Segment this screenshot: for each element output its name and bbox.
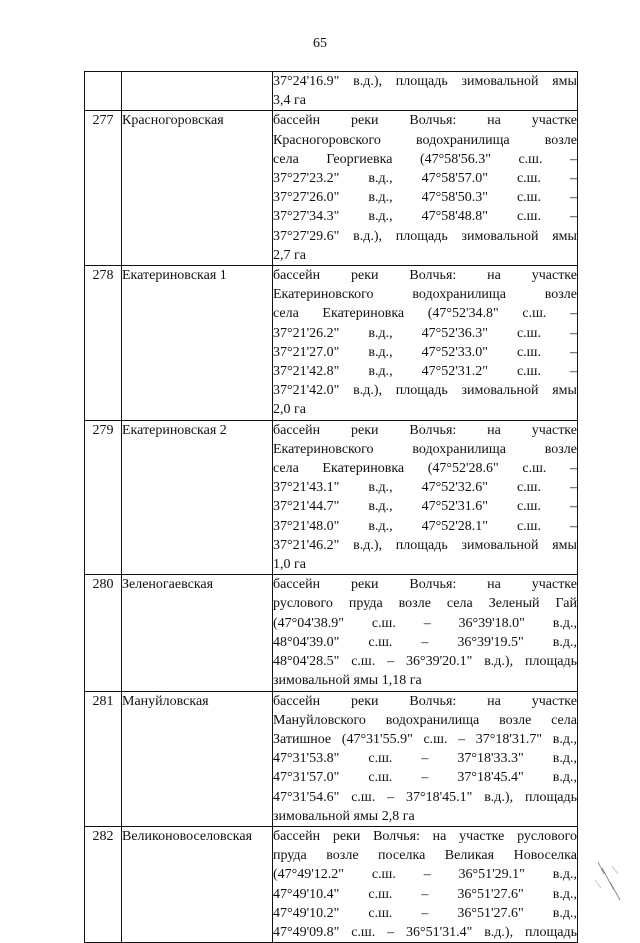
description-word: с.ш.: [351, 654, 376, 670]
description-word: –: [569, 306, 577, 322]
description-word: в.д.,: [552, 751, 577, 767]
description-word: участке: [531, 268, 577, 284]
description-word: в.д.),: [353, 74, 382, 89]
description-word: пруда: [348, 596, 383, 612]
description-line: [273, 304, 577, 323]
description-line: [273, 131, 577, 150]
description-word: на: [432, 828, 447, 844]
description-word: 37°21'46.2": [273, 537, 340, 553]
description-word: села: [273, 461, 299, 477]
description-word: 37°21'27.0": [273, 344, 340, 360]
description-word: в.д.,: [552, 731, 577, 747]
table-row: [85, 111, 578, 266]
description-word: (47°31'55.9": [341, 731, 413, 747]
description-line: [273, 440, 577, 459]
description-word: с.ш.: [351, 924, 376, 940]
description-line: [273, 575, 577, 594]
description-word: –: [569, 499, 577, 515]
description-word: в.д.,: [368, 344, 393, 360]
description-word: 47°58'57.0": [421, 171, 488, 187]
description-word: в.д.),: [484, 924, 514, 940]
description-word: зимовальной ямы 2,8 га: [273, 808, 415, 824]
area-description: [273, 826, 578, 942]
description-word: реки: [351, 113, 379, 129]
description-line: [273, 614, 577, 633]
description-word: возле: [544, 287, 577, 303]
description-word: Новоселка: [513, 848, 577, 864]
area-name: Великоновоселовская: [122, 826, 273, 942]
description-word: зимовальной ямы 1,18 га: [273, 673, 422, 689]
description-word: 47°52'31.6": [421, 499, 488, 515]
description-line: [273, 671, 577, 690]
description-word: бассейн: [273, 422, 321, 438]
description-word: 37°27'26.0": [273, 190, 340, 206]
description-word: –: [569, 190, 577, 206]
row-number: 280: [85, 575, 122, 691]
description-word: Волчья:: [409, 268, 457, 284]
description-word: на: [487, 422, 501, 438]
description-word: 47°31'54.6": [273, 789, 340, 805]
description-word: села: [446, 596, 473, 612]
description-word: участке: [531, 113, 577, 129]
description-word: 48°04'39.0": [273, 634, 340, 650]
description-word: –: [569, 480, 577, 496]
description-word: 47°52'31.2": [421, 364, 488, 380]
description-word: участке: [459, 828, 505, 844]
description-word: в.д.,: [552, 634, 577, 650]
description-word: –: [569, 518, 577, 534]
description-word: участке: [531, 577, 577, 593]
description-word: 37°21'44.7": [273, 499, 340, 515]
description-word: Великая: [444, 848, 495, 864]
description-line: [273, 169, 577, 188]
row-number: 281: [85, 691, 122, 826]
page-number: 65: [313, 36, 327, 51]
description-word: в.д.,: [368, 518, 393, 534]
description-word: водохранилища: [412, 287, 506, 303]
description-line: [273, 768, 577, 787]
description-line: [273, 788, 577, 807]
description-word: –: [569, 151, 577, 167]
description-word: площадь: [395, 74, 448, 89]
description-word: 37°21'48.0": [273, 518, 340, 534]
description-word: бассейн: [273, 577, 321, 593]
description-word: с.ш.: [368, 886, 393, 902]
description-line: [273, 227, 577, 246]
description-word: с.ш.: [522, 306, 547, 322]
description-word: с.ш.: [516, 171, 541, 187]
description-word: –: [569, 364, 577, 380]
area-description: [273, 72, 578, 111]
description-word: –: [421, 634, 429, 650]
description-word: села: [273, 151, 299, 167]
area-name: Екатериновская 2: [122, 420, 273, 575]
description-word: с.ш.: [516, 480, 541, 496]
description-word: бассейн: [273, 268, 321, 284]
corner-mark-icon: [592, 860, 626, 902]
description-word: с.ш.: [351, 789, 376, 805]
description-word: с.ш.: [371, 867, 396, 883]
description-word: 37°18'31.7": [475, 731, 543, 747]
description-word: с.ш.: [368, 751, 393, 767]
description-word: 36°39'18.0": [458, 615, 525, 631]
description-word: реки: [351, 422, 379, 438]
description-word: зимовальной: [461, 74, 539, 89]
description-word: 47°58'50.3": [421, 190, 488, 206]
description-word: 37°18'45.1": [405, 789, 473, 805]
description-word: –: [387, 654, 395, 670]
description-line: [273, 652, 577, 671]
description-word: ямы: [552, 383, 577, 399]
description-line: [273, 846, 577, 865]
description-word: с.ш.: [516, 325, 541, 341]
description-word: –: [421, 751, 429, 767]
description-word: в.д.),: [353, 537, 382, 553]
table-body: [85, 72, 578, 943]
description-word: 37°21'26.2": [273, 325, 340, 341]
description-word: (47°52'28.6": [427, 461, 499, 477]
description-word: в.д.,: [368, 171, 393, 187]
description-line: [273, 421, 577, 440]
description-word: с.ш.: [518, 151, 543, 167]
description-line: [273, 324, 577, 343]
description-word: возле: [544, 132, 577, 148]
description-word: с.ш.: [516, 499, 541, 515]
description-word: на: [487, 113, 501, 129]
fishing-areas-table: [84, 71, 578, 943]
description-word: в.д.,: [552, 886, 577, 902]
area-name: Екатериновская 1: [122, 266, 273, 421]
description-word: участке: [531, 693, 577, 709]
description-word: реки: [351, 693, 379, 709]
description-word: в.д.,: [368, 364, 393, 380]
description-word: –: [569, 461, 577, 477]
description-line: [273, 150, 577, 169]
description-word: в.д.),: [353, 228, 382, 244]
description-word: с.ш.: [516, 190, 541, 206]
description-word: 37°27'34.3": [273, 209, 340, 225]
description-word: Георгиевка: [326, 151, 393, 167]
description-word: –: [387, 789, 395, 805]
description-line: [273, 400, 577, 419]
description-line: [273, 111, 577, 130]
description-word: 36°39'19.5": [457, 634, 524, 650]
description-word: руслового: [273, 596, 333, 612]
description-line: [273, 188, 577, 207]
table-row: [85, 266, 578, 421]
description-word: возле: [544, 441, 577, 457]
description-word: бассейн: [273, 693, 321, 709]
description-word: зимовальной: [461, 228, 539, 244]
description-word: с.ш.: [516, 364, 541, 380]
description-word: 3,4 га: [273, 93, 306, 109]
description-word: поселка: [378, 848, 426, 864]
description-word: с.ш.: [368, 634, 393, 650]
description-word: 37°24'16.9": [273, 74, 340, 89]
description-word: зимовальной: [461, 537, 539, 553]
description-word: Екатериновка: [322, 306, 405, 322]
description-word: 37°27'23.2": [273, 171, 340, 187]
description-word: села: [273, 306, 299, 322]
description-word: пруда: [273, 848, 307, 864]
row-number: 282: [85, 826, 122, 942]
area-description: [273, 266, 578, 421]
description-word: 36°51'27.6": [457, 886, 524, 902]
description-word: Волчья:: [409, 693, 457, 709]
description-word: Гай: [555, 596, 577, 612]
description-word: площадь: [524, 789, 577, 805]
area-name: Зеленогаевская: [122, 575, 273, 691]
description-word: площадь: [524, 924, 577, 940]
description-word: –: [387, 924, 395, 940]
description-word: с.ш.: [371, 615, 396, 631]
area-description: [273, 575, 578, 691]
description-word: площадь: [395, 228, 448, 244]
description-word: бассейн: [273, 113, 321, 129]
description-word: –: [423, 867, 431, 883]
description-word: Екатериновского: [273, 287, 374, 303]
description-word: ямы: [552, 74, 577, 89]
description-word: –: [458, 731, 466, 747]
description-word: –: [421, 886, 429, 902]
description-word: 47°49'10.4": [273, 886, 340, 902]
description-word: Затишное: [273, 731, 332, 747]
area-name: Красногоровская: [122, 111, 273, 266]
description-word: 37°21'42.8": [273, 364, 340, 380]
description-line: [273, 459, 577, 478]
description-word: водохранилища: [412, 441, 506, 457]
description-word: 2,0 га: [273, 402, 306, 418]
description-word: Волчья:: [373, 828, 420, 844]
description-line: [273, 207, 577, 226]
description-word: водохранилища: [416, 132, 510, 148]
description-word: (47°49'12.2": [273, 867, 344, 883]
description-word: Волчья:: [409, 422, 457, 438]
description-line: [273, 711, 577, 730]
description-line: [273, 343, 577, 362]
description-word: реки: [332, 828, 361, 844]
description-line: [273, 72, 577, 91]
description-word: в.д.,: [552, 905, 577, 921]
description-word: –: [569, 209, 577, 225]
description-line: [273, 827, 577, 846]
description-line: [273, 730, 577, 749]
description-word: Екатериновского: [273, 441, 374, 457]
description-line: [273, 904, 577, 923]
description-word: –: [421, 770, 429, 786]
description-word: –: [423, 615, 431, 631]
description-word: –: [569, 325, 577, 341]
description-word: 36°51'27.6": [457, 905, 524, 921]
description-line: [273, 246, 577, 265]
description-word: в.д.,: [368, 325, 393, 341]
description-word: в.д.,: [552, 867, 577, 883]
description-word: ямы: [552, 228, 577, 244]
table-row: [85, 691, 578, 826]
description-line: [273, 633, 577, 652]
description-word: бассейн: [273, 828, 321, 844]
description-word: 47°52'36.3": [421, 325, 488, 341]
description-line: [273, 517, 577, 536]
description-word: Мануйловского: [273, 712, 366, 728]
area-description: [273, 691, 578, 826]
description-word: 36°51'31.4": [405, 924, 473, 940]
description-word: 47°52'33.0": [421, 344, 488, 360]
table-row: [85, 826, 578, 942]
description-line: [273, 885, 577, 904]
description-line: [273, 266, 577, 285]
description-word: участке: [531, 422, 577, 438]
description-word: с.ш.: [522, 461, 547, 477]
description-word: 36°51'29.1": [458, 867, 525, 883]
description-word: с.ш.: [368, 905, 393, 921]
description-word: 47°52'28.1": [421, 518, 488, 534]
description-word: возле: [499, 712, 532, 728]
description-word: Волчья:: [409, 113, 457, 129]
description-word: площадь: [395, 537, 448, 553]
description-word: 37°18'33.3": [457, 751, 524, 767]
description-word: с.ш.: [516, 518, 541, 534]
description-word: 2,7 га: [273, 247, 306, 263]
description-word: реки: [351, 268, 379, 284]
description-word: на: [487, 577, 501, 593]
description-line: [273, 749, 577, 768]
description-line: [273, 692, 577, 711]
description-line: [273, 923, 577, 942]
description-word: в.д.,: [368, 190, 393, 206]
description-word: 47°31'57.0": [273, 770, 340, 786]
table-row: [85, 575, 578, 691]
description-word: 1,0 га: [273, 557, 306, 573]
description-word: возле: [326, 848, 359, 864]
description-word: в.д.),: [353, 383, 382, 399]
description-word: ямы: [552, 537, 577, 553]
row-number: 279: [85, 420, 122, 575]
description-word: Красногоровского: [273, 132, 381, 148]
description-word: 48°04'28.5": [273, 654, 340, 670]
row-number: 278: [85, 266, 122, 421]
description-word: с.ш.: [516, 344, 541, 360]
description-word: на: [487, 693, 501, 709]
description-word: в.д.),: [484, 789, 514, 805]
description-word: (47°52'34.8": [427, 306, 499, 322]
description-word: в.д.,: [368, 499, 393, 515]
area-name: Мануйловская: [122, 691, 273, 826]
description-word: Екатериновка: [322, 461, 405, 477]
description-line: [273, 865, 577, 884]
description-word: реки: [351, 577, 379, 593]
description-word: 47°31'53.8": [273, 751, 340, 767]
description-word: площадь: [395, 383, 448, 399]
description-line: [273, 555, 577, 574]
description-word: Волчья:: [409, 577, 457, 593]
description-word: 47°52'32.6": [421, 480, 488, 496]
description-line: [273, 91, 577, 110]
description-word: –: [569, 171, 577, 187]
description-word: 47°58'48.8": [421, 209, 488, 225]
description-word: с.ш.: [423, 731, 448, 747]
row-number: [85, 72, 122, 111]
description-word: –: [569, 344, 577, 360]
description-word: водохранилища: [385, 712, 480, 728]
description-word: 37°21'42.0": [273, 383, 340, 399]
description-line: [273, 807, 577, 826]
description-line: [273, 362, 577, 381]
description-word: в.д.,: [552, 615, 577, 631]
description-word: –: [421, 905, 429, 921]
description-word: с.ш.: [368, 770, 393, 786]
description-word: 36°39'20.1": [405, 654, 473, 670]
description-word: в.д.,: [552, 770, 577, 786]
description-line: [273, 497, 577, 516]
description-word: в.д.,: [368, 480, 393, 496]
description-word: Зеленый: [488, 596, 540, 612]
description-word: 47°49'09.8": [273, 924, 340, 940]
area-description: [273, 111, 578, 266]
description-word: зимовальной: [461, 383, 539, 399]
description-word: руслового: [517, 828, 577, 844]
description-word: села: [551, 712, 577, 728]
description-word: 47°49'10.2": [273, 905, 340, 921]
table-row: [85, 420, 578, 575]
description-word: с.ш.: [516, 209, 541, 225]
description-line: [273, 478, 577, 497]
description-word: в.д.,: [368, 209, 393, 225]
description-word: 37°21'43.1": [273, 480, 340, 496]
description-line: [273, 536, 577, 555]
area-name: [122, 72, 273, 111]
row-number: 277: [85, 111, 122, 266]
description-word: (47°04'38.9": [273, 615, 344, 631]
description-word: на: [487, 268, 501, 284]
description-word: (47°58'56.3": [419, 151, 491, 167]
description-line: [273, 285, 577, 304]
description-word: 37°27'29.6": [273, 228, 340, 244]
description-line: [273, 594, 577, 613]
table-row: [85, 72, 578, 111]
description-line: [273, 381, 577, 400]
description-word: возле: [398, 596, 431, 612]
description-word: в.д.),: [484, 654, 514, 670]
description-word: 37°18'45.4": [457, 770, 524, 786]
description-word: площадь: [524, 654, 577, 670]
area-description: [273, 420, 578, 575]
